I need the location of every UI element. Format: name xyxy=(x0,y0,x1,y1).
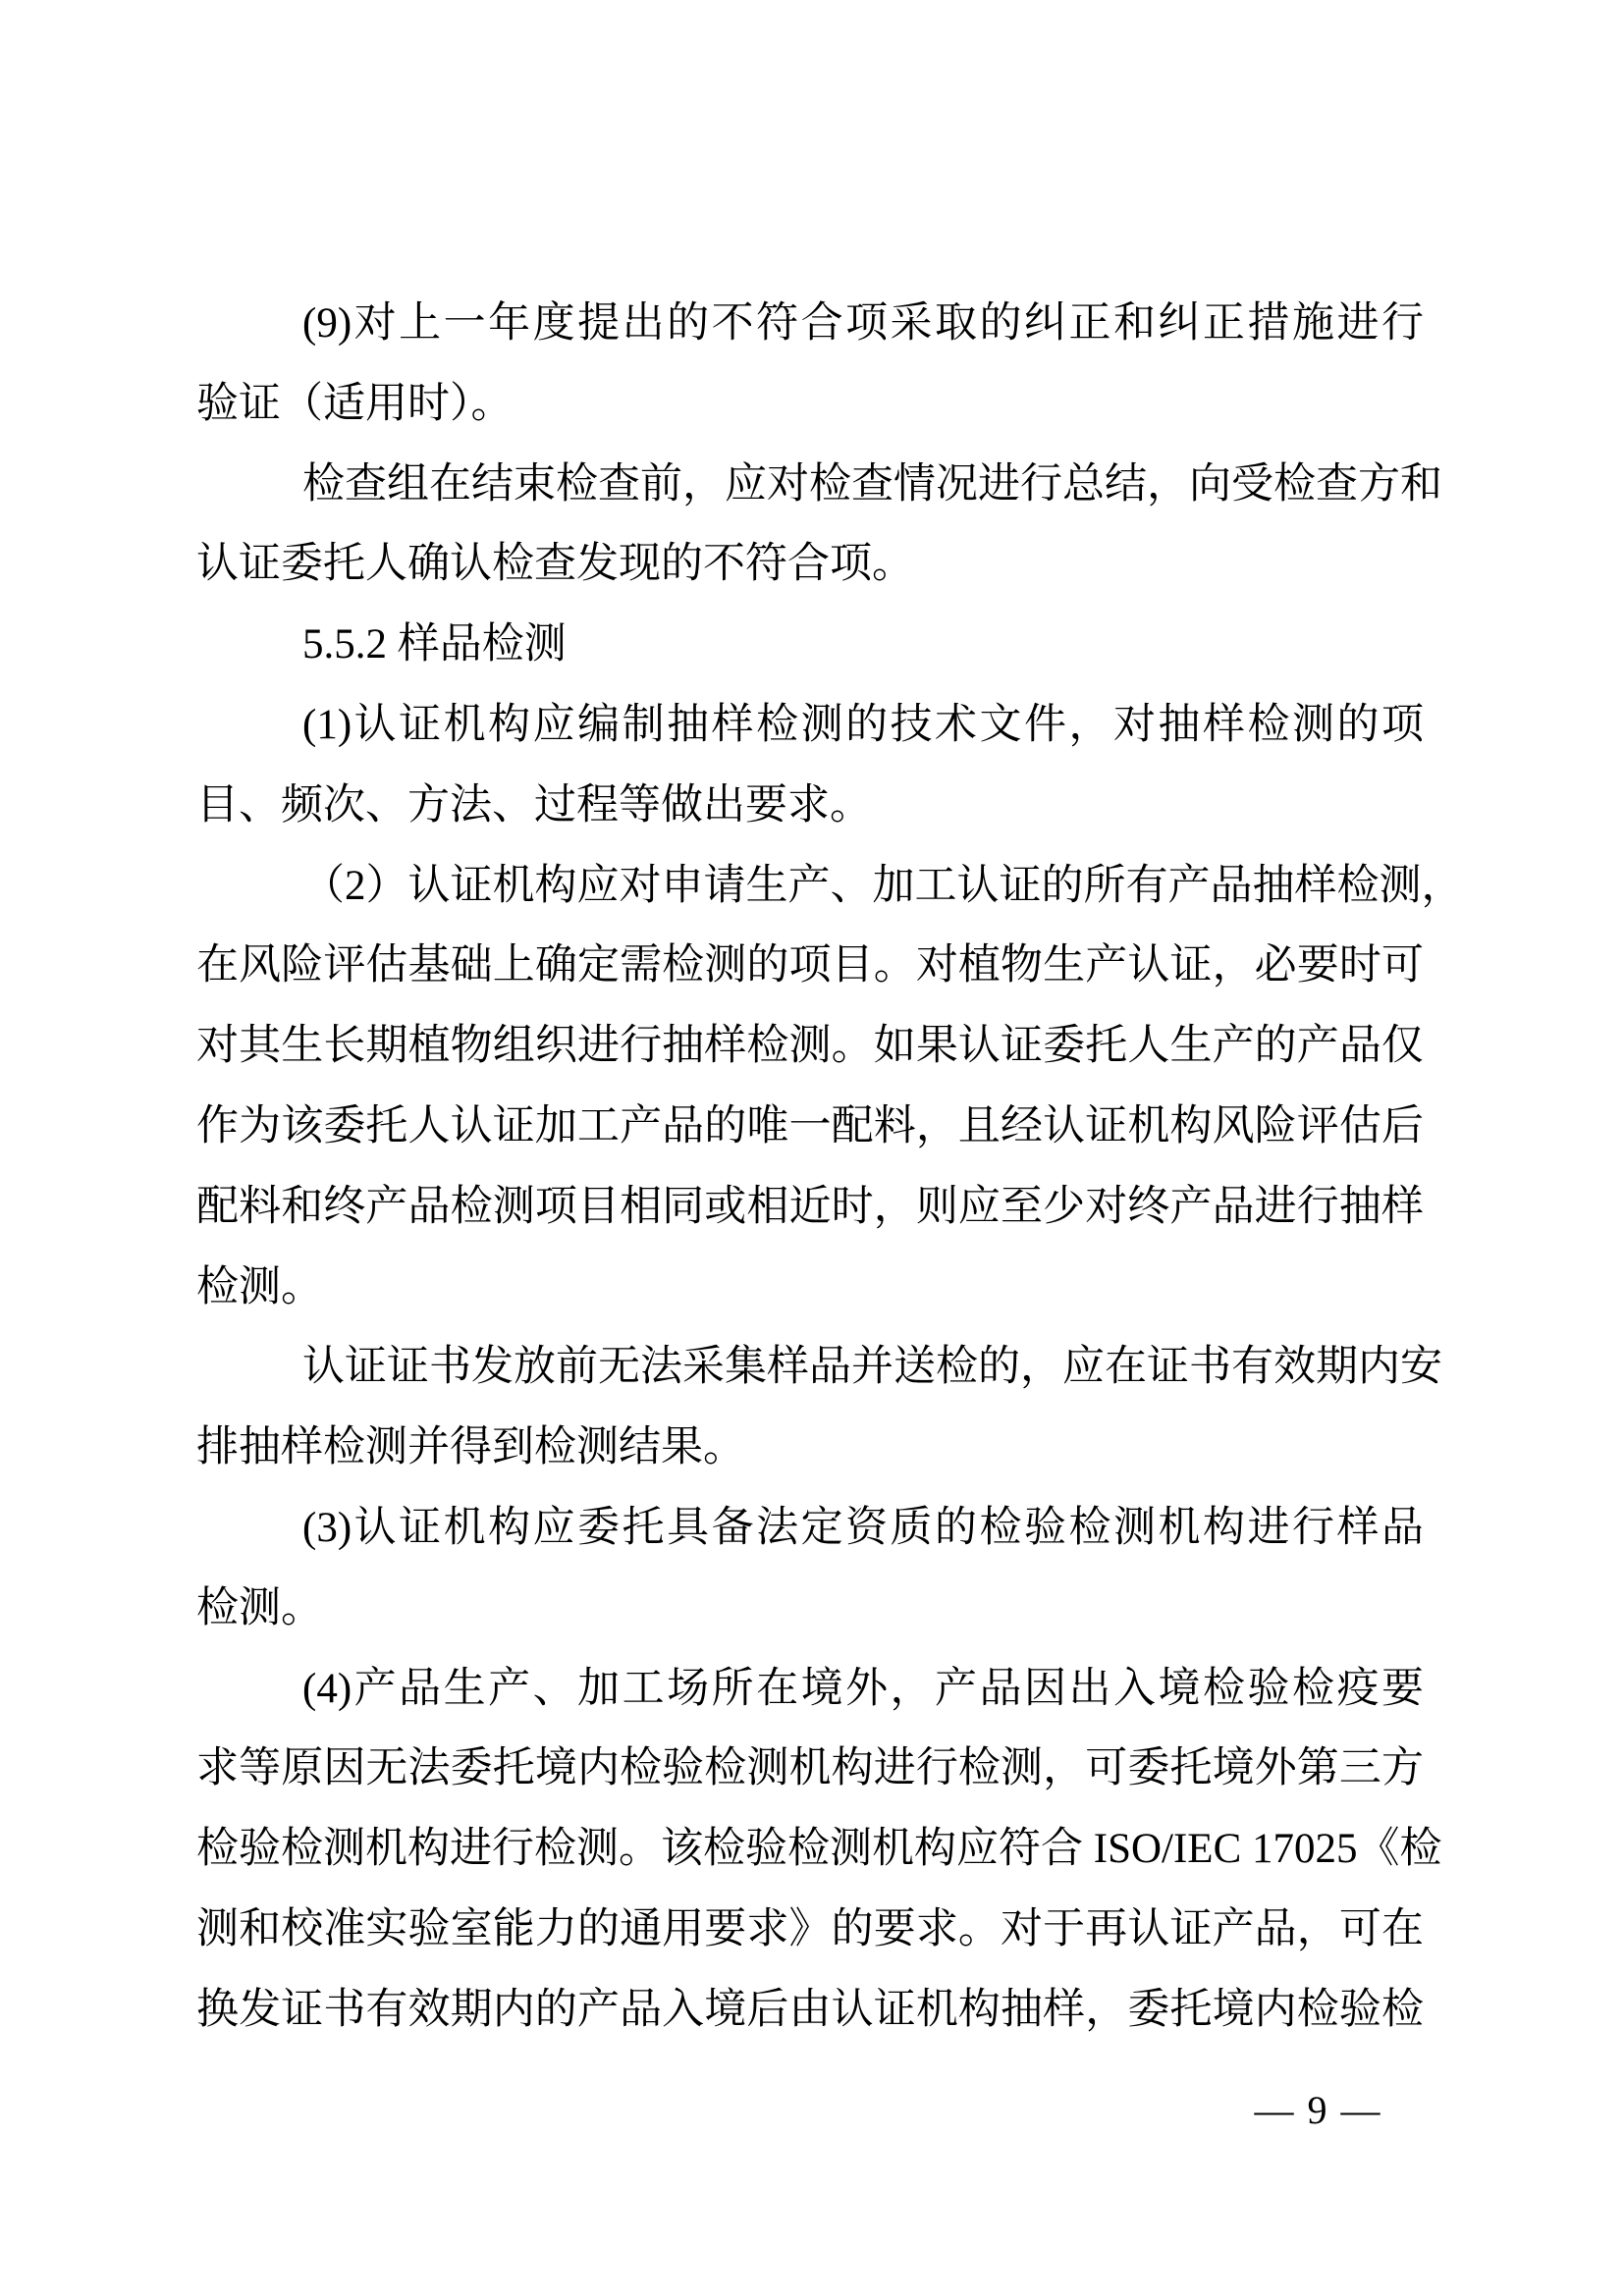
body-line-13: 检测。 xyxy=(196,1263,323,1310)
body-line-18: (4)产品生产、加工场所在境外，产品因出入境检验检疫要 xyxy=(302,1665,1424,1712)
body-line-20: 检验检测机构进行检测。该检验检测机构应符合 ISO/IEC 17025《检 xyxy=(196,1826,1442,1873)
section-heading: 5.5.2 样品检测 xyxy=(302,621,567,668)
body-line-17: 检测。 xyxy=(196,1584,323,1631)
body-line-14: 认证证书发放前无法采集样品并送检的，应在证书有效期内安 xyxy=(302,1344,1442,1391)
body-line-21: 测和校准实验室能力的通用要求》的要求。对于再认证产品，可在 xyxy=(196,1905,1424,1952)
page-number-label: — 9 — xyxy=(1254,2088,1382,2132)
body-line-7: 目、频次、方法、过程等做出要求。 xyxy=(196,781,872,828)
body-line-15: 排抽样检测并得到检测结果。 xyxy=(196,1424,745,1471)
body-line-3: 检查组在结束检查前，应对检查情况进行总结，向受检查方和 xyxy=(302,460,1442,507)
body-line-10: 对其生长期植物组织进行抽样检测。如果认证委托人生产的产品仅 xyxy=(196,1023,1424,1070)
document-body xyxy=(196,284,1464,2051)
body-line-9: 在风险评估基础上确定需检测的项目。对植物生产认证，必要时可 xyxy=(196,942,1424,989)
body-line-4: 认证委托人确认检查发现的不符合项。 xyxy=(196,541,914,588)
body-line-1: (9)对上一年度提出的不符合项采取的纠正和纠正措施进行 xyxy=(302,300,1424,347)
body-line-16: (3)认证机构应委托具备法定资质的检验检测机构进行样品 xyxy=(302,1504,1424,1551)
body-line-22: 换发证书有效期内的产品入境后由认证机构抽样，委托境内检验检 xyxy=(196,1986,1424,2033)
page-number xyxy=(1222,2079,1414,2142)
body-line-11: 作为该委托人认证加工产品的唯一配料，且经认证机构风险评估后 xyxy=(196,1102,1424,1149)
body-line-12: 配料和终产品检测项目相同或相近时，则应至少对终产品进行抽样 xyxy=(196,1183,1424,1230)
body-line-8: （2）认证机构应对申请生产、加工认证的所有产品抽样检测， xyxy=(302,862,1464,909)
body-line-2: 验证（适用时）。 xyxy=(196,380,514,427)
body-line-6: (1)认证机构应编制抽样检测的技术文件，对抽样检测的项 xyxy=(302,701,1424,748)
body-line-19: 求等原因无法委托境内检验检测机构进行检测，可委托境外第三方 xyxy=(196,1745,1424,1792)
